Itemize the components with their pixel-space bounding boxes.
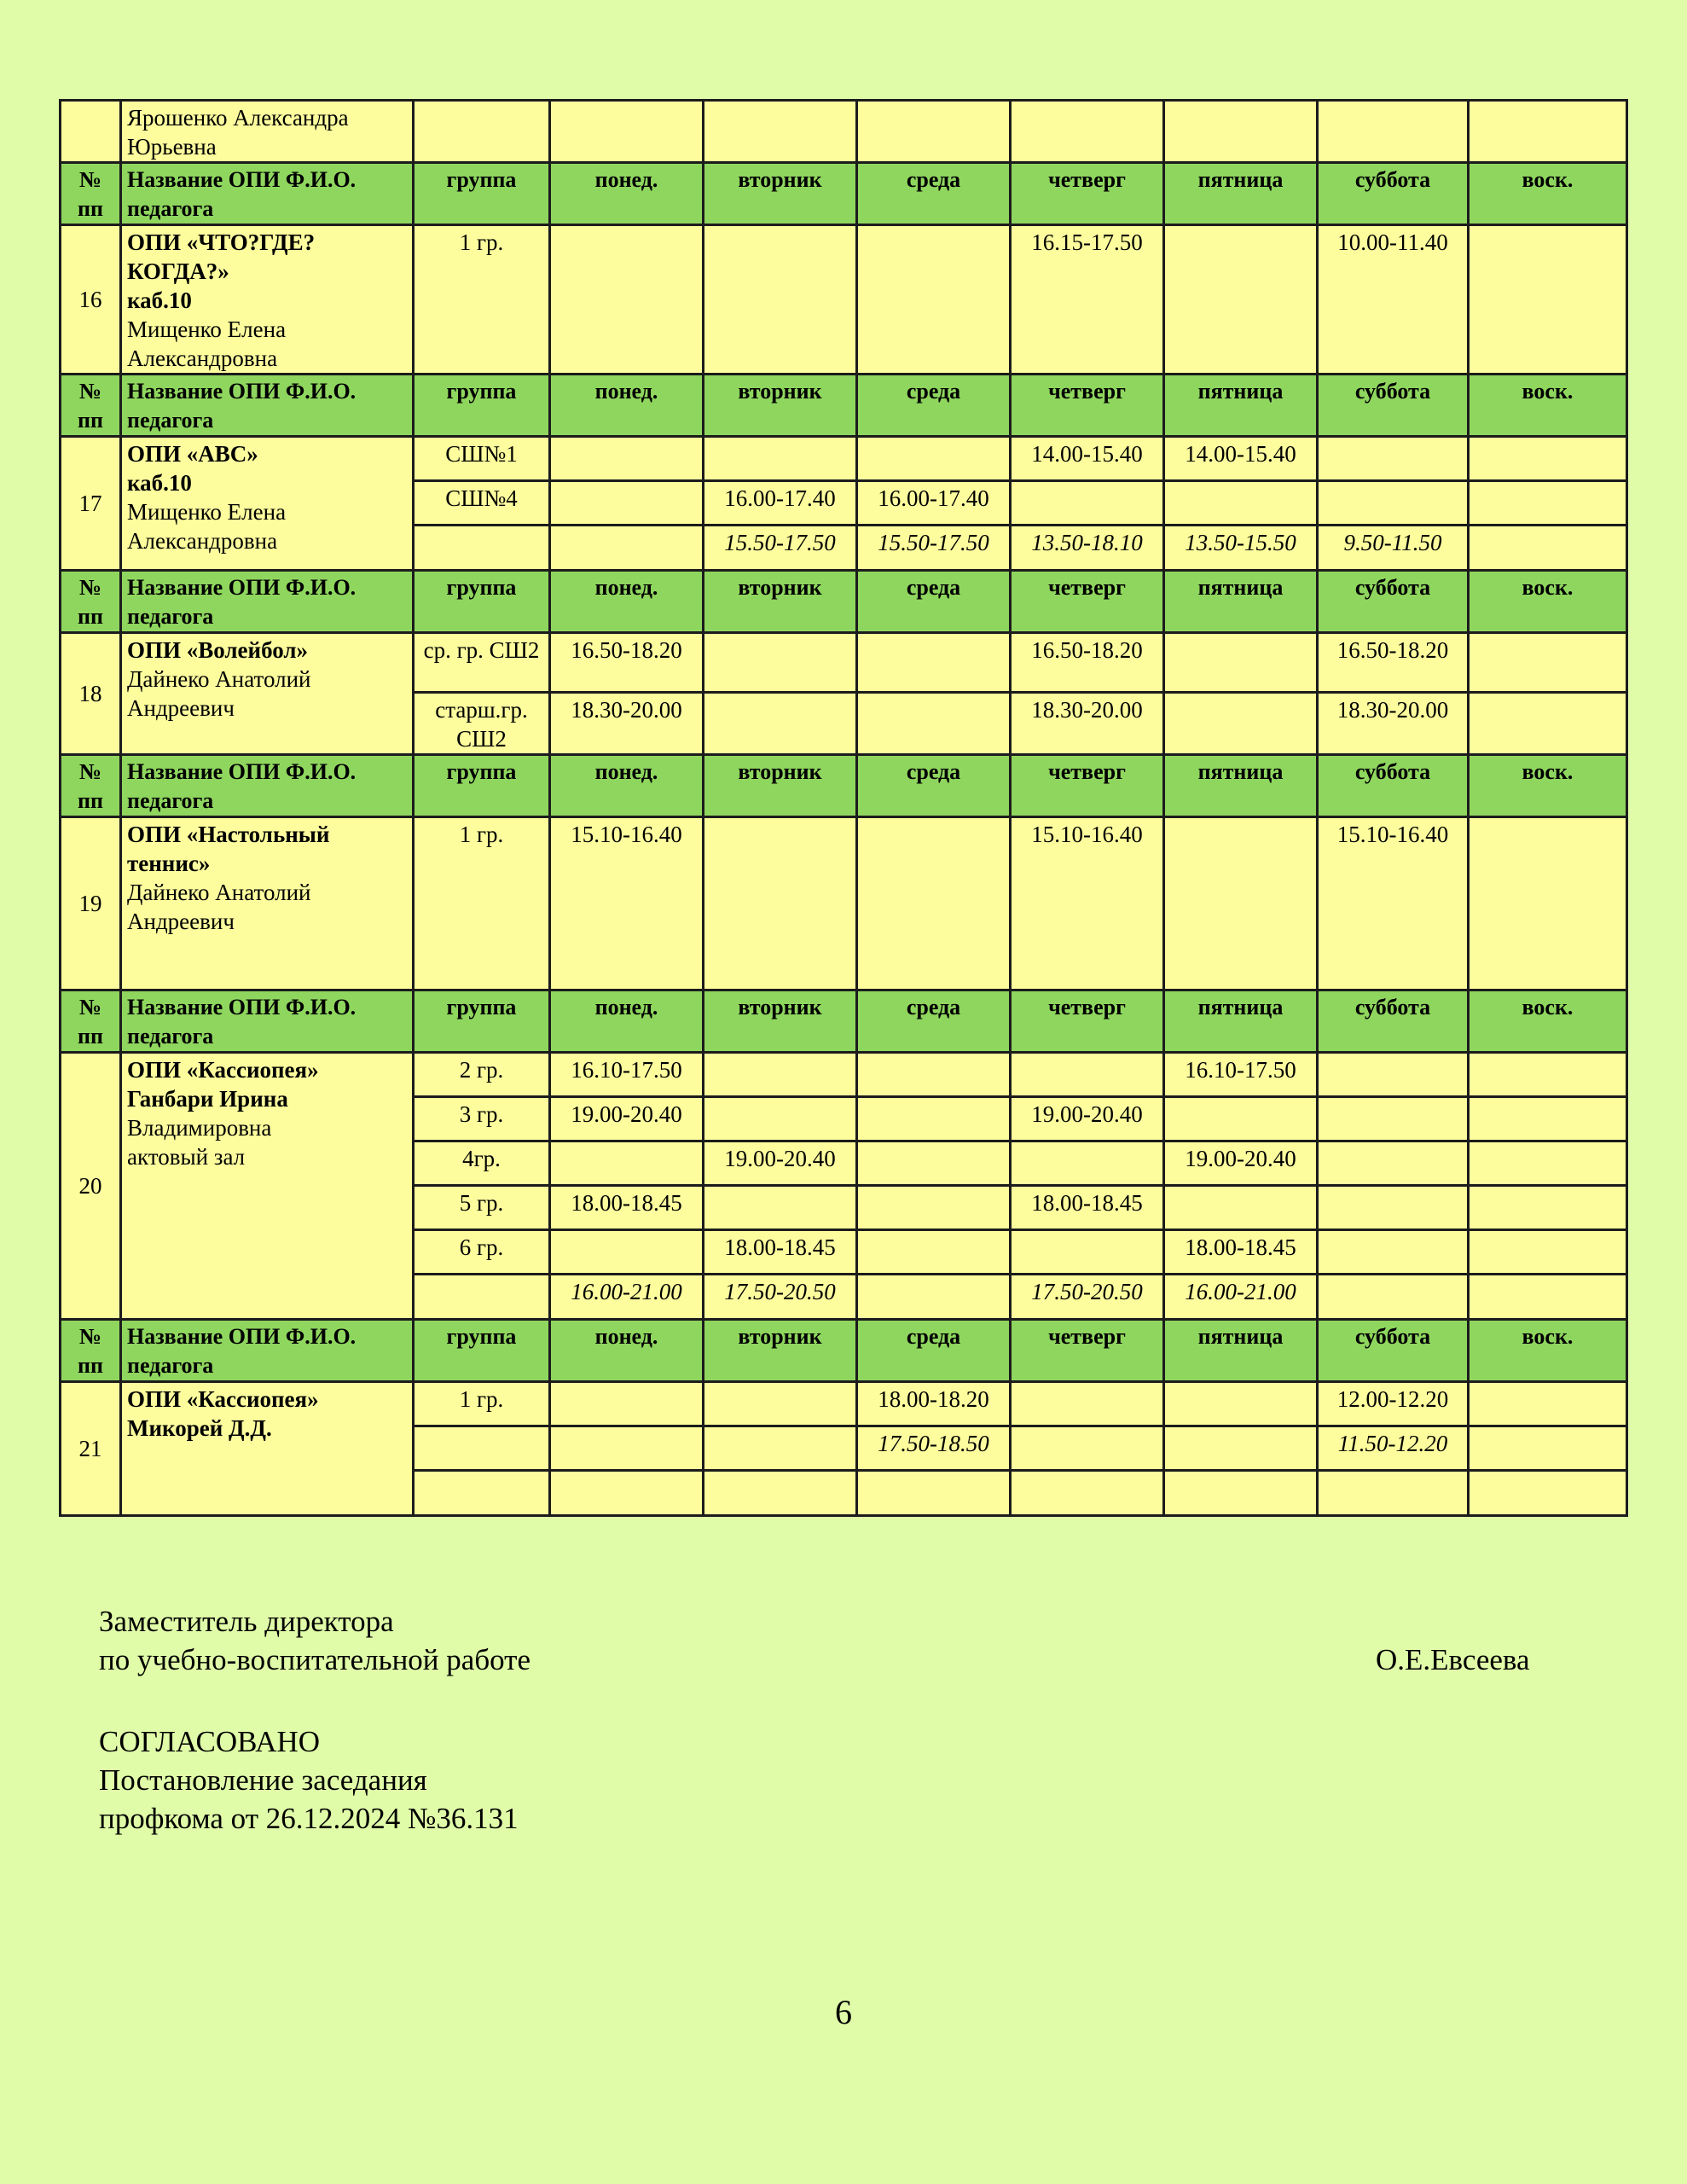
schedule-cell-sat [1318,1471,1469,1516]
schedule-cell-fri [1164,1382,1318,1426]
schedule-cell-sun [1469,481,1627,526]
header-mon: понед. [550,755,704,817]
header-thu: четверг [1011,755,1164,817]
schedule-cell-tue [704,437,857,481]
header-sat: суббота [1318,375,1469,437]
schedule-cell-wed [857,1141,1011,1186]
schedule-cell-fri [1164,1186,1318,1230]
header-sun: воск. [1469,990,1627,1053]
group-cell [414,1275,550,1320]
row-number: 19 [61,817,121,990]
header-title: Название ОПИ Ф.И.О. педагога [121,571,414,633]
schedule-cell-sun [1469,526,1627,571]
schedule-cell-tue [704,1186,857,1230]
approval-block [99,1722,519,1838]
program-title-line: Ганбари Ирина [127,1086,288,1112]
program-info-line: Владимировна [127,1115,272,1141]
schedule-cell-mon [550,437,704,481]
row-number: 18 [61,633,121,755]
header-fri: пятница [1164,1320,1318,1382]
group-cell [414,526,550,571]
schedule-cell-fri: 16.00-21.00 [1164,1275,1318,1320]
schedule-cell-sat: 9.50-11.50 [1318,526,1469,571]
group-cell: СШ№1 [414,437,550,481]
header-mon: понед. [550,571,704,633]
schedule-cell-thu: 18.30-20.00 [1011,693,1164,755]
schedule-cell-mon [550,1471,704,1516]
approval-line3: профкома от 26.12.2024 №36.131 [99,1802,519,1835]
header-fri: пятница [1164,990,1318,1053]
schedule-cell-fri [1164,1426,1318,1471]
header-sun: воск. [1469,571,1627,633]
schedule-cell-tue [704,225,857,375]
schedule-cell-sat: 16.50-18.20 [1318,633,1469,693]
schedule-cell-thu: 16.50-18.20 [1011,633,1164,693]
deputy-title-line1: Заместитель директора [99,1605,394,1638]
page-number: 6 [835,1993,852,2031]
schedule-cell-wed: 16.00-17.40 [857,481,1011,526]
header-sun: воск. [1469,755,1627,817]
program-info-line: Дайнеко Анатолий Андреевич [127,880,311,934]
program-title-line: каб.10 [127,288,192,313]
schedule-cell-fri: 13.50-15.50 [1164,526,1318,571]
schedule-cell-sat: 10.00-11.40 [1318,225,1469,375]
group-cell: 6 гр. [414,1230,550,1275]
schedule-cell-mon [550,1141,704,1186]
header-number: № пп [61,1320,121,1382]
program-info-line: Дайнеко Анатолий Андреевич [127,666,311,721]
schedule-cell-tue [704,1382,857,1426]
header-wed: среда [857,571,1011,633]
table-row [61,1382,1627,1426]
schedule-cell-fri [1164,1097,1318,1141]
schedule-cell-tue [704,1471,857,1516]
header-group: группа [414,1320,550,1382]
schedule-cell-mon [550,1426,704,1471]
schedule-cell-mon: 16.50-18.20 [550,633,704,693]
deputy-title [99,1602,530,1679]
schedule-cell-sat: 11.50-12.20 [1318,1426,1469,1471]
table-row [61,1053,1627,1097]
schedule-cell-sun [1469,1230,1627,1275]
header-sat: суббота [1318,755,1469,817]
schedule-cell-tue: 16.00-17.40 [704,481,857,526]
schedule-cell-sat: 12.00-12.20 [1318,1382,1469,1426]
header-tue: вторник [704,990,857,1053]
table-row [61,101,1627,163]
schedule-cell-sat [1318,1053,1469,1097]
header-sat: суббота [1318,1320,1469,1382]
header-sat: суббота [1318,990,1469,1053]
group-cell [414,1471,550,1516]
program-cell [121,437,414,571]
program-cell [121,817,414,990]
schedule-cell-tue [704,633,857,693]
schedule-cell [414,101,550,163]
header-number: № пп [61,571,121,633]
schedule-cell-thu: 18.00-18.45 [1011,1186,1164,1230]
schedule-cell-thu [1011,1230,1164,1275]
schedule-cell [550,101,704,163]
schedule-cell-sun [1469,1426,1627,1471]
table-row [61,437,1627,481]
table-header-row [61,571,1627,633]
schedule-cell-thu [1011,481,1164,526]
schedule-cell-fri [1164,693,1318,755]
schedule-cell-sun [1469,633,1627,693]
schedule-cell-sun [1469,817,1627,990]
group-cell: старш.гр. СШ2 [414,693,550,755]
schedule-cell-sat [1318,1186,1469,1230]
schedule-cell-sun [1469,1186,1627,1230]
schedule-cell [1164,101,1318,163]
schedule-cell-thu [1011,1426,1164,1471]
schedule-cell-mon [550,526,704,571]
header-tue: вторник [704,755,857,817]
schedule-cell-thu: 13.50-18.10 [1011,526,1164,571]
header-title: Название ОПИ Ф.И.О. педагога [121,163,414,225]
program-info-line: Мищенко Елена Александровна [127,317,287,371]
schedule-table [59,99,1628,1517]
schedule-cell-thu: 14.00-15.40 [1011,437,1164,481]
row-number: 21 [61,1382,121,1516]
schedule-cell-mon: 18.30-20.00 [550,693,704,755]
header-title: Название ОПИ Ф.И.О. педагога [121,990,414,1053]
schedule-cell-sun [1469,1053,1627,1097]
table-row [61,633,1627,693]
program-cell [121,1382,414,1516]
schedule-cell-sat: 15.10-16.40 [1318,817,1469,990]
teacher-cell: Ярошенко Александра Юрьевна [121,101,414,163]
header-tue: вторник [704,163,857,225]
schedule-cell-wed [857,1053,1011,1097]
schedule-cell-wed: 18.00-18.20 [857,1382,1011,1426]
schedule-cell-wed [857,1230,1011,1275]
header-mon: понед. [550,375,704,437]
row-number: 16 [61,225,121,375]
header-group: группа [414,990,550,1053]
schedule-cell-sun [1469,1471,1627,1516]
schedule-cell-wed [857,693,1011,755]
table-row [61,817,1627,990]
schedule-cell-wed [857,817,1011,990]
group-cell: 5 гр. [414,1186,550,1230]
schedule-cell-fri [1164,481,1318,526]
schedule-cell-wed: 15.50-17.50 [857,526,1011,571]
schedule-cell [704,101,857,163]
schedule-cell-sun [1469,1097,1627,1141]
table-header-row [61,163,1627,225]
schedule-cell-thu [1011,1141,1164,1186]
schedule-cell-thu: 16.15-17.50 [1011,225,1164,375]
header-fri: пятница [1164,571,1318,633]
program-cell [121,225,414,375]
group-cell: ср. гр. СШ2 [414,633,550,693]
schedule-cell-fri [1164,225,1318,375]
table-header-row [61,990,1627,1053]
schedule-cell-sun [1469,225,1627,375]
schedule-cell-thu [1011,1471,1164,1516]
schedule-cell-mon: 15.10-16.40 [550,817,704,990]
schedule-cell-tue: 18.00-18.45 [704,1230,857,1275]
schedule-cell-sun [1469,1141,1627,1186]
schedule-cell-sat [1318,1097,1469,1141]
row-number [61,101,121,163]
schedule-cell-fri: 19.00-20.40 [1164,1141,1318,1186]
row-number: 17 [61,437,121,571]
header-number: № пп [61,163,121,225]
schedule-cell-fri [1164,633,1318,693]
header-group: группа [414,375,550,437]
header-wed: среда [857,1320,1011,1382]
header-group: группа [414,571,550,633]
schedule-cell-fri: 18.00-18.45 [1164,1230,1318,1275]
table-row [61,225,1627,375]
table-header-row [61,375,1627,437]
header-thu: четверг [1011,375,1164,437]
schedule-cell-sun [1469,1275,1627,1320]
schedule-cell-tue [704,817,857,990]
group-cell: 2 гр. [414,1053,550,1097]
group-cell: 3 гр. [414,1097,550,1141]
table-header-row [61,1320,1627,1382]
schedule-cell-thu [1011,1053,1164,1097]
schedule-cell-mon: 16.00-21.00 [550,1275,704,1320]
header-group: группа [414,163,550,225]
schedule-cell-mon [550,1230,704,1275]
schedule-cell-fri [1164,1471,1318,1516]
group-cell [414,1426,550,1471]
header-wed: среда [857,755,1011,817]
header-sun: воск. [1469,163,1627,225]
header-mon: понед. [550,163,704,225]
program-title-line: ОПИ «Волейбол» [127,637,309,663]
schedule-cell-wed [857,1275,1011,1320]
header-title: Название ОПИ Ф.И.О. педагога [121,755,414,817]
schedule-cell-mon: 18.00-18.45 [550,1186,704,1230]
group-cell: 4гр. [414,1141,550,1186]
schedule-cell-sat [1318,1141,1469,1186]
program-title-line: ОПИ «АВС» [127,441,258,467]
header-sat: суббота [1318,571,1469,633]
header-title: Название ОПИ Ф.И.О. педагога [121,1320,414,1382]
schedule-cell-mon: 16.10-17.50 [550,1053,704,1097]
program-cell [121,633,414,755]
group-cell: 1 гр. [414,1382,550,1426]
schedule-cell-thu: 19.00-20.40 [1011,1097,1164,1141]
schedule-cell-wed [857,1186,1011,1230]
header-mon: понед. [550,990,704,1053]
approval-heading: СОГЛАСОВАНО [99,1725,321,1758]
schedule-cell-tue [704,1053,857,1097]
header-fri: пятница [1164,375,1318,437]
schedule-cell-tue [704,1097,857,1141]
deputy-title-line2: по учебно-воспитательной работе [99,1643,530,1676]
schedule-cell-wed [857,1097,1011,1141]
schedule-cell-mon [550,481,704,526]
header-fri: пятница [1164,163,1318,225]
header-wed: среда [857,163,1011,225]
schedule-cell-sun [1469,693,1627,755]
group-cell: 1 гр. [414,225,550,375]
schedule-cell-sat [1318,437,1469,481]
header-tue: вторник [704,571,857,633]
schedule-cell-wed [857,225,1011,375]
header-wed: среда [857,990,1011,1053]
group-cell: СШ№4 [414,481,550,526]
schedule-cell-wed [857,437,1011,481]
approval-line2: Постановление заседания [99,1763,427,1797]
schedule-cell-tue: 17.50-20.50 [704,1275,857,1320]
schedule-cell-fri [1164,817,1318,990]
header-sun: воск. [1469,375,1627,437]
header-sat: суббота [1318,163,1469,225]
program-title-line: ОПИ «Кассиопея» [127,1386,319,1412]
header-number: № пп [61,755,121,817]
header-group: группа [414,755,550,817]
header-wed: среда [857,375,1011,437]
schedule-cell-sun [1469,437,1627,481]
program-title-line: ОПИ «Кассиопея» [127,1057,319,1083]
program-cell [121,1053,414,1320]
header-sun: воск. [1469,1320,1627,1382]
schedule-cell-tue [704,693,857,755]
header-number: № пп [61,375,121,437]
schedule-cell-wed [857,633,1011,693]
header-mon: понед. [550,1320,704,1382]
schedule-cell-sat: 18.30-20.00 [1318,693,1469,755]
header-number: № пп [61,990,121,1053]
schedule-cell-fri: 16.10-17.50 [1164,1053,1318,1097]
program-title-line: каб.10 [127,470,192,496]
schedule-cell-sat [1318,1230,1469,1275]
schedule-cell-mon [550,1382,704,1426]
header-thu: четверг [1011,163,1164,225]
schedule-cell-thu: 17.50-20.50 [1011,1275,1164,1320]
schedule-cell-wed: 17.50-18.50 [857,1426,1011,1471]
schedule-cell-mon: 19.00-20.40 [550,1097,704,1141]
schedule-cell-tue: 15.50-17.50 [704,526,857,571]
schedule-cell-tue [704,1426,857,1471]
header-tue: вторник [704,1320,857,1382]
program-title-line: ОПИ «ЧТО?ГДЕ?КОГДА?» [127,229,316,284]
schedule-cell-sun [1469,1382,1627,1426]
table-header-row [61,755,1627,817]
header-thu: четверг [1011,990,1164,1053]
schedule-cell-tue: 19.00-20.40 [704,1141,857,1186]
schedule-cell [1318,101,1469,163]
schedule-cell-thu [1011,1382,1164,1426]
program-title-line: ОПИ «Настольный теннис» [127,822,330,876]
program-title-line: Микорей Д.Д. [127,1415,272,1441]
signatory-name: О.Е.Евсеева [1376,1643,1530,1676]
header-fri: пятница [1164,755,1318,817]
schedule-cell-mon [550,225,704,375]
header-tue: вторник [704,375,857,437]
schedule-cell [1469,101,1627,163]
schedule-cell-fri: 14.00-15.40 [1164,437,1318,481]
group-cell: 1 гр. [414,817,550,990]
header-title: Название ОПИ Ф.И.О. педагога [121,375,414,437]
schedule-cell-thu: 15.10-16.40 [1011,817,1164,990]
header-thu: четверг [1011,1320,1164,1382]
schedule-cell-wed [857,1471,1011,1516]
header-thu: четверг [1011,571,1164,633]
schedule-cell [857,101,1011,163]
program-info-line: актовый зал [127,1144,246,1170]
row-number: 20 [61,1053,121,1320]
schedule-cell-sat [1318,481,1469,526]
schedule-cell-sat [1318,1275,1469,1320]
program-info-line: Мищенко Елена Александровна [127,499,287,554]
schedule-cell [1011,101,1164,163]
